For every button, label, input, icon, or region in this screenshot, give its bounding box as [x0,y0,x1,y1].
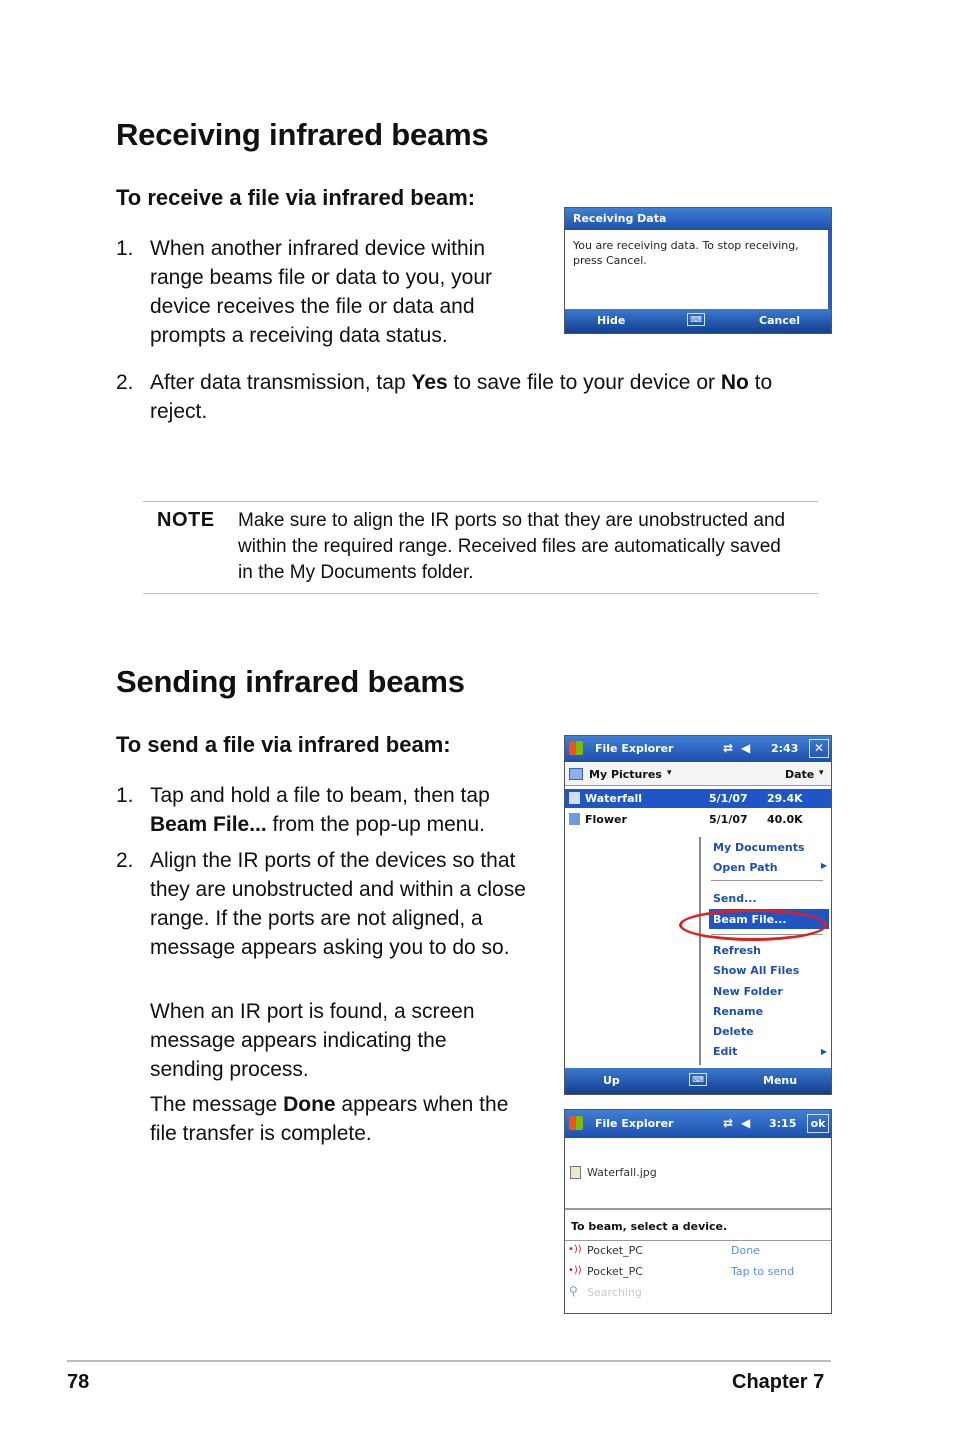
chapter-label: Chapter 7 [732,1371,825,1393]
close-icon[interactable]: ✕ [809,739,829,758]
subtitle-receive: To receive a file via infrared beam: [116,185,476,210]
receive-step-2: After data transmission, tap Yes to save file to your device or No to reject. [150,371,773,423]
infrared-icon: •)) [568,1244,582,1255]
menu-button[interactable]: Menu [763,1074,798,1087]
title-bar [565,1110,831,1138]
send-step-1: Tap and hold a file to beam, then tap Beam File... from the pop-up menu. [150,784,490,836]
clock[interactable]: 3:15 [769,1117,797,1130]
softkey-bar [565,1068,831,1094]
no-keyword: No [720,371,749,394]
send-paragraph-1: When an IR port is found, a screen message appears indicating the sending process. [150,1000,475,1081]
section-title-receiving: Receiving infrared beams [116,117,489,152]
infrared-icon: •)) [568,1265,582,1276]
device-name[interactable]: Pocket_PC [587,1244,643,1257]
step-number: 1. [116,237,134,260]
file-row[interactable]: Flower 5/1/07 40.0K [565,810,831,829]
done-keyword: Done [283,1093,336,1116]
folder-icon [569,768,583,780]
beam-file-keyword: Beam File... [150,813,267,836]
chevron-down-icon[interactable]: ▾ [819,768,824,778]
menu-item-new-folder[interactable]: New Folder [713,985,783,998]
cancel-button[interactable]: Cancel [759,314,801,327]
dialog-message: You are receiving data. To stop receiving, press Cancel. [573,239,799,267]
folder-dropdown[interactable]: My Pictures [589,768,662,781]
file-explorer-screenshot [564,735,832,1095]
menu-item-edit[interactable]: Edit [713,1045,738,1058]
image-file-icon [569,813,580,825]
receive-step-1: When another infrared device within range beams file or data to you, your device receives the file or data and prompts a receiving data status. [150,237,493,347]
device-status: Done [731,1244,760,1257]
note-label: NOTE [157,509,215,531]
searching-status: Searching [587,1286,642,1299]
device-status[interactable]: Tap to send [731,1265,795,1278]
beam-prompt: To beam, select a device. [571,1220,728,1233]
search-icon: ⚲ [569,1284,578,1298]
step-number: 2. [116,371,134,394]
note-text: Make sure to align the IR ports so that they are unobstructed and within the required range. Received files are automatically saved in the My Documents folder. [238,510,786,583]
menu-item-send[interactable]: Send... [713,892,757,905]
subtitle-send: To send a file via infrared beam: [116,732,451,757]
keyboard-icon[interactable]: ⌨ [689,1073,707,1086]
device-name[interactable]: Pocket_PC [587,1265,643,1278]
app-title: File Explorer [595,742,674,755]
jpg-file-icon [570,1166,581,1179]
section-title-sending: Sending infrared beams [116,664,465,699]
ok-button[interactable]: ok [807,1114,829,1133]
up-button[interactable]: Up [603,1074,620,1087]
step-number: 2. [116,849,134,872]
app-title: File Explorer [595,1117,674,1130]
menu-item-beam-file[interactable]: Beam File... [713,913,787,926]
menu-item-my-documents[interactable]: My Documents [713,841,805,854]
submenu-arrow-icon: ▶ [820,1047,827,1056]
menu-item-show-all-files[interactable]: Show All Files [713,964,800,977]
softkey-bar [565,309,831,333]
yes-keyword: Yes [411,371,448,394]
chevron-down-icon[interactable]: ▾ [667,768,672,778]
image-file-icon [569,792,580,804]
page-number: 78 [67,1371,90,1393]
keyboard-icon[interactable]: ⌨ [687,313,705,326]
sort-dropdown[interactable]: Date [785,768,815,781]
step-number: 1. [116,784,134,807]
beam-file-name: Waterfall.jpg [587,1166,657,1179]
highlight-circle [679,909,827,941]
folder-bar [565,763,831,786]
clock[interactable]: 2:43 [771,742,799,755]
volume-icon[interactable]: ◀ [741,741,751,755]
send-paragraph-2: The message Done appears when the file transfer is complete. [150,1093,509,1145]
volume-icon[interactable]: ◀ [741,1116,751,1130]
connectivity-icon[interactable]: ⇄ [723,741,734,755]
menu-item-open-path[interactable]: Open Path [713,861,778,874]
context-menu [699,837,829,1065]
send-step-2: Align the IR ports of the devices so that they are unobstructed and within a close range. If the ports are not aligned, a message appears asking you to do so. [150,849,526,959]
connectivity-icon[interactable]: ⇄ [723,1116,734,1130]
menu-item-delete[interactable]: Delete [713,1025,754,1038]
windows-start-icon[interactable] [569,741,583,755]
title-bar [565,736,831,762]
hide-button[interactable]: Hide [597,314,626,327]
beam-device-screenshot [564,1109,832,1314]
menu-item-rename[interactable]: Rename [713,1005,764,1018]
windows-start-icon[interactable] [569,1116,583,1130]
receiving-data-screenshot [564,207,832,334]
menu-item-refresh[interactable]: Refresh [713,944,761,957]
file-row-selected[interactable]: Waterfall 5/1/07 29.4K [565,789,831,808]
submenu-arrow-icon: ▶ [820,861,827,870]
dialog-title: Receiving Data [565,208,831,230]
